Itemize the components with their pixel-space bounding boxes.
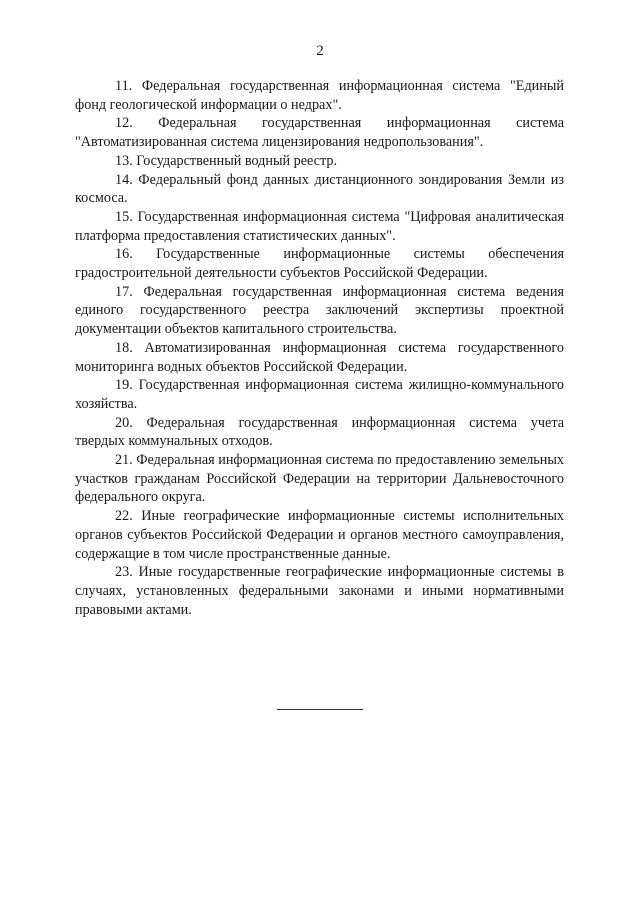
list-item-14: 14. Федеральный фонд данных дистанционного зондирования Земли из космоса. (75, 171, 564, 207)
list-item-12: 12. Федеральная государственная информационная система "Автоматизированная система лицензирования недропользования". (75, 115, 564, 151)
list-item-23: 23. Иные государственные географические информационные системы в случаях, установленных федеральными законами и иными нормативными правовыми актами. (75, 564, 564, 618)
end-of-document-rule (277, 709, 363, 710)
list-item-19: 19. Государственная информационная система жилищно-коммунального хозяйства. (75, 377, 564, 412)
list-item-15: 15. Государственная информационная система "Цифровая аналитическая платформа предоставления статистических данных". (75, 208, 564, 244)
document-body (75, 77, 564, 619)
list-item-18: 18. Автоматизированная информационная система государственного мониторинга водных объектов Российской Федерации. (75, 339, 564, 375)
list-item-16: 16. Государственные информационные системы обеспечения градостроительной деятельности субъектов Российской Федерации. (75, 246, 564, 282)
page-number: 2 (316, 43, 324, 59)
list-item-11: 11. Федеральная государственная информационная система "Единый фонд геологической информации о недрах". (75, 78, 564, 113)
list-item-22: 22. Иные географические информационные системы исполнительных органов субъектов Российской Федерации и органов местного самоуправления, содержащие в том числе пространственные данные. (75, 508, 564, 562)
list-item-13: 13. Государственный водный реестр. (115, 152, 337, 169)
list-item-21: 21. Федеральная информационная система по предоставлению земельных участков гражданам Российской Федерации на территории Дальневосточного федерального округа. (75, 452, 564, 506)
list-item-20: 20. Федеральная государственная информационная система учета твердых коммунальных отходов. (75, 414, 564, 450)
list-item-17: 17. Федеральная государственная информационная система ведения единого государственного реестра заключений экспертизы проектной документации объектов капитального строительства. (75, 283, 564, 338)
